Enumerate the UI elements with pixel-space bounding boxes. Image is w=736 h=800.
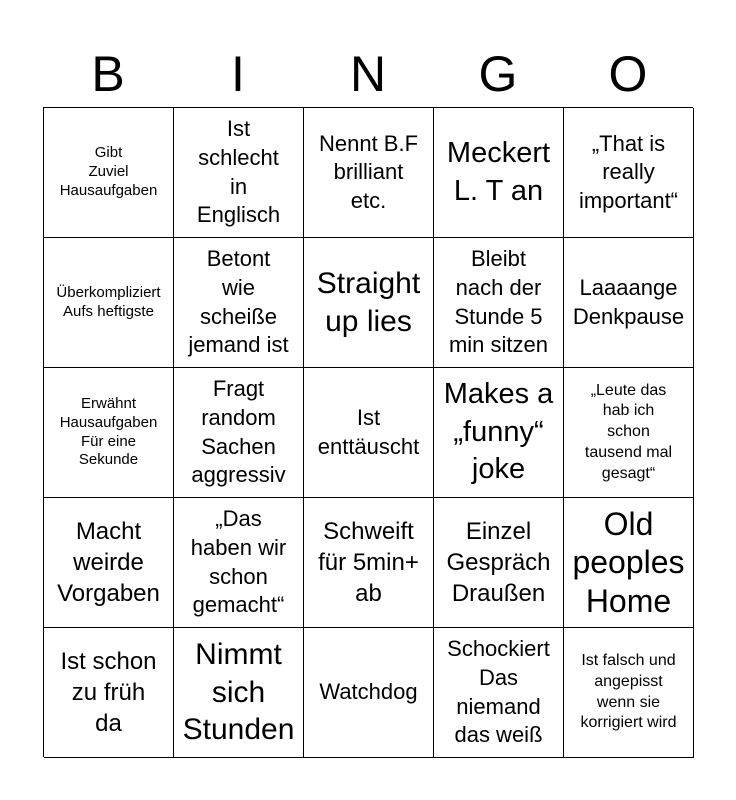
- bingo-cell-r3c2[interactable]: Fragt random Sachen aggressiv: [174, 368, 304, 498]
- bingo-cell-r4c1[interactable]: Macht weirde Vorgaben: [44, 498, 174, 628]
- bingo-header: [43, 40, 693, 108]
- bingo-cell-r2c1[interactable]: Überkompliziert Aufs heftigste: [44, 238, 174, 368]
- bingo-cell-r4c5[interactable]: Old peoples Home: [564, 498, 694, 628]
- bingo-cell-r5c2[interactable]: Nimmt sich Stunden: [174, 628, 304, 758]
- bingo-cell-r5c5[interactable]: Ist falsch und angepisst wenn sie korrigiert wird: [564, 628, 694, 758]
- header-letter-n: N: [349, 46, 387, 102]
- bingo-cell-r5c4[interactable]: Schockiert Das niemand das weiß: [434, 628, 564, 758]
- bingo-cell-r4c2[interactable]: „Das haben wir schon gemacht“: [174, 498, 304, 628]
- header-letter-b: B: [91, 46, 125, 102]
- bingo-cell-r3c5[interactable]: „Leute das hab ich schon tausend mal gesagt“: [564, 368, 694, 498]
- bingo-cell-r2c4[interactable]: Bleibt nach der Stunde 5 min sitzen: [434, 238, 564, 368]
- header-letter-i: I: [231, 46, 245, 102]
- bingo-cell-r1c3[interactable]: Nennt B.F brilliant etc.: [304, 108, 434, 238]
- bingo-cell-r2c3[interactable]: Straight up lies: [304, 238, 434, 368]
- bingo-cell-r4c4[interactable]: Einzel Gespräch Draußen: [434, 498, 564, 628]
- bingo-cell-r5c1[interactable]: Ist schon zu früh da: [44, 628, 174, 758]
- bingo-board: [43, 107, 693, 757]
- bingo-cell-r4c3[interactable]: Schweift für 5min+ ab: [304, 498, 434, 628]
- bingo-cell-r5c3[interactable]: Watchdog: [304, 628, 434, 758]
- bingo-cell-r1c5[interactable]: „That is really important“: [564, 108, 694, 238]
- header-letter-g: G: [478, 46, 518, 102]
- bingo-cell-r3c3[interactable]: Ist enttäuscht: [304, 368, 434, 498]
- bingo-cell-r1c2[interactable]: Ist schlecht in Englisch: [174, 108, 304, 238]
- bingo-cell-r1c4[interactable]: Meckert L. T an: [434, 108, 564, 238]
- bingo-cell-r2c5[interactable]: Laaaange Denkpause: [564, 238, 694, 368]
- bingo-cell-r2c2[interactable]: Betont wie scheiße jemand ist: [174, 238, 304, 368]
- header-letter-o: O: [608, 46, 648, 102]
- bingo-cell-r1c1[interactable]: Gibt Zuviel Hausaufgaben: [44, 108, 174, 238]
- bingo-cell-r3c1[interactable]: Erwähnt Hausaufgaben Für eine Sekunde: [44, 368, 174, 498]
- bingo-cell-r3c4[interactable]: Makes a „funny“ joke: [434, 368, 564, 498]
